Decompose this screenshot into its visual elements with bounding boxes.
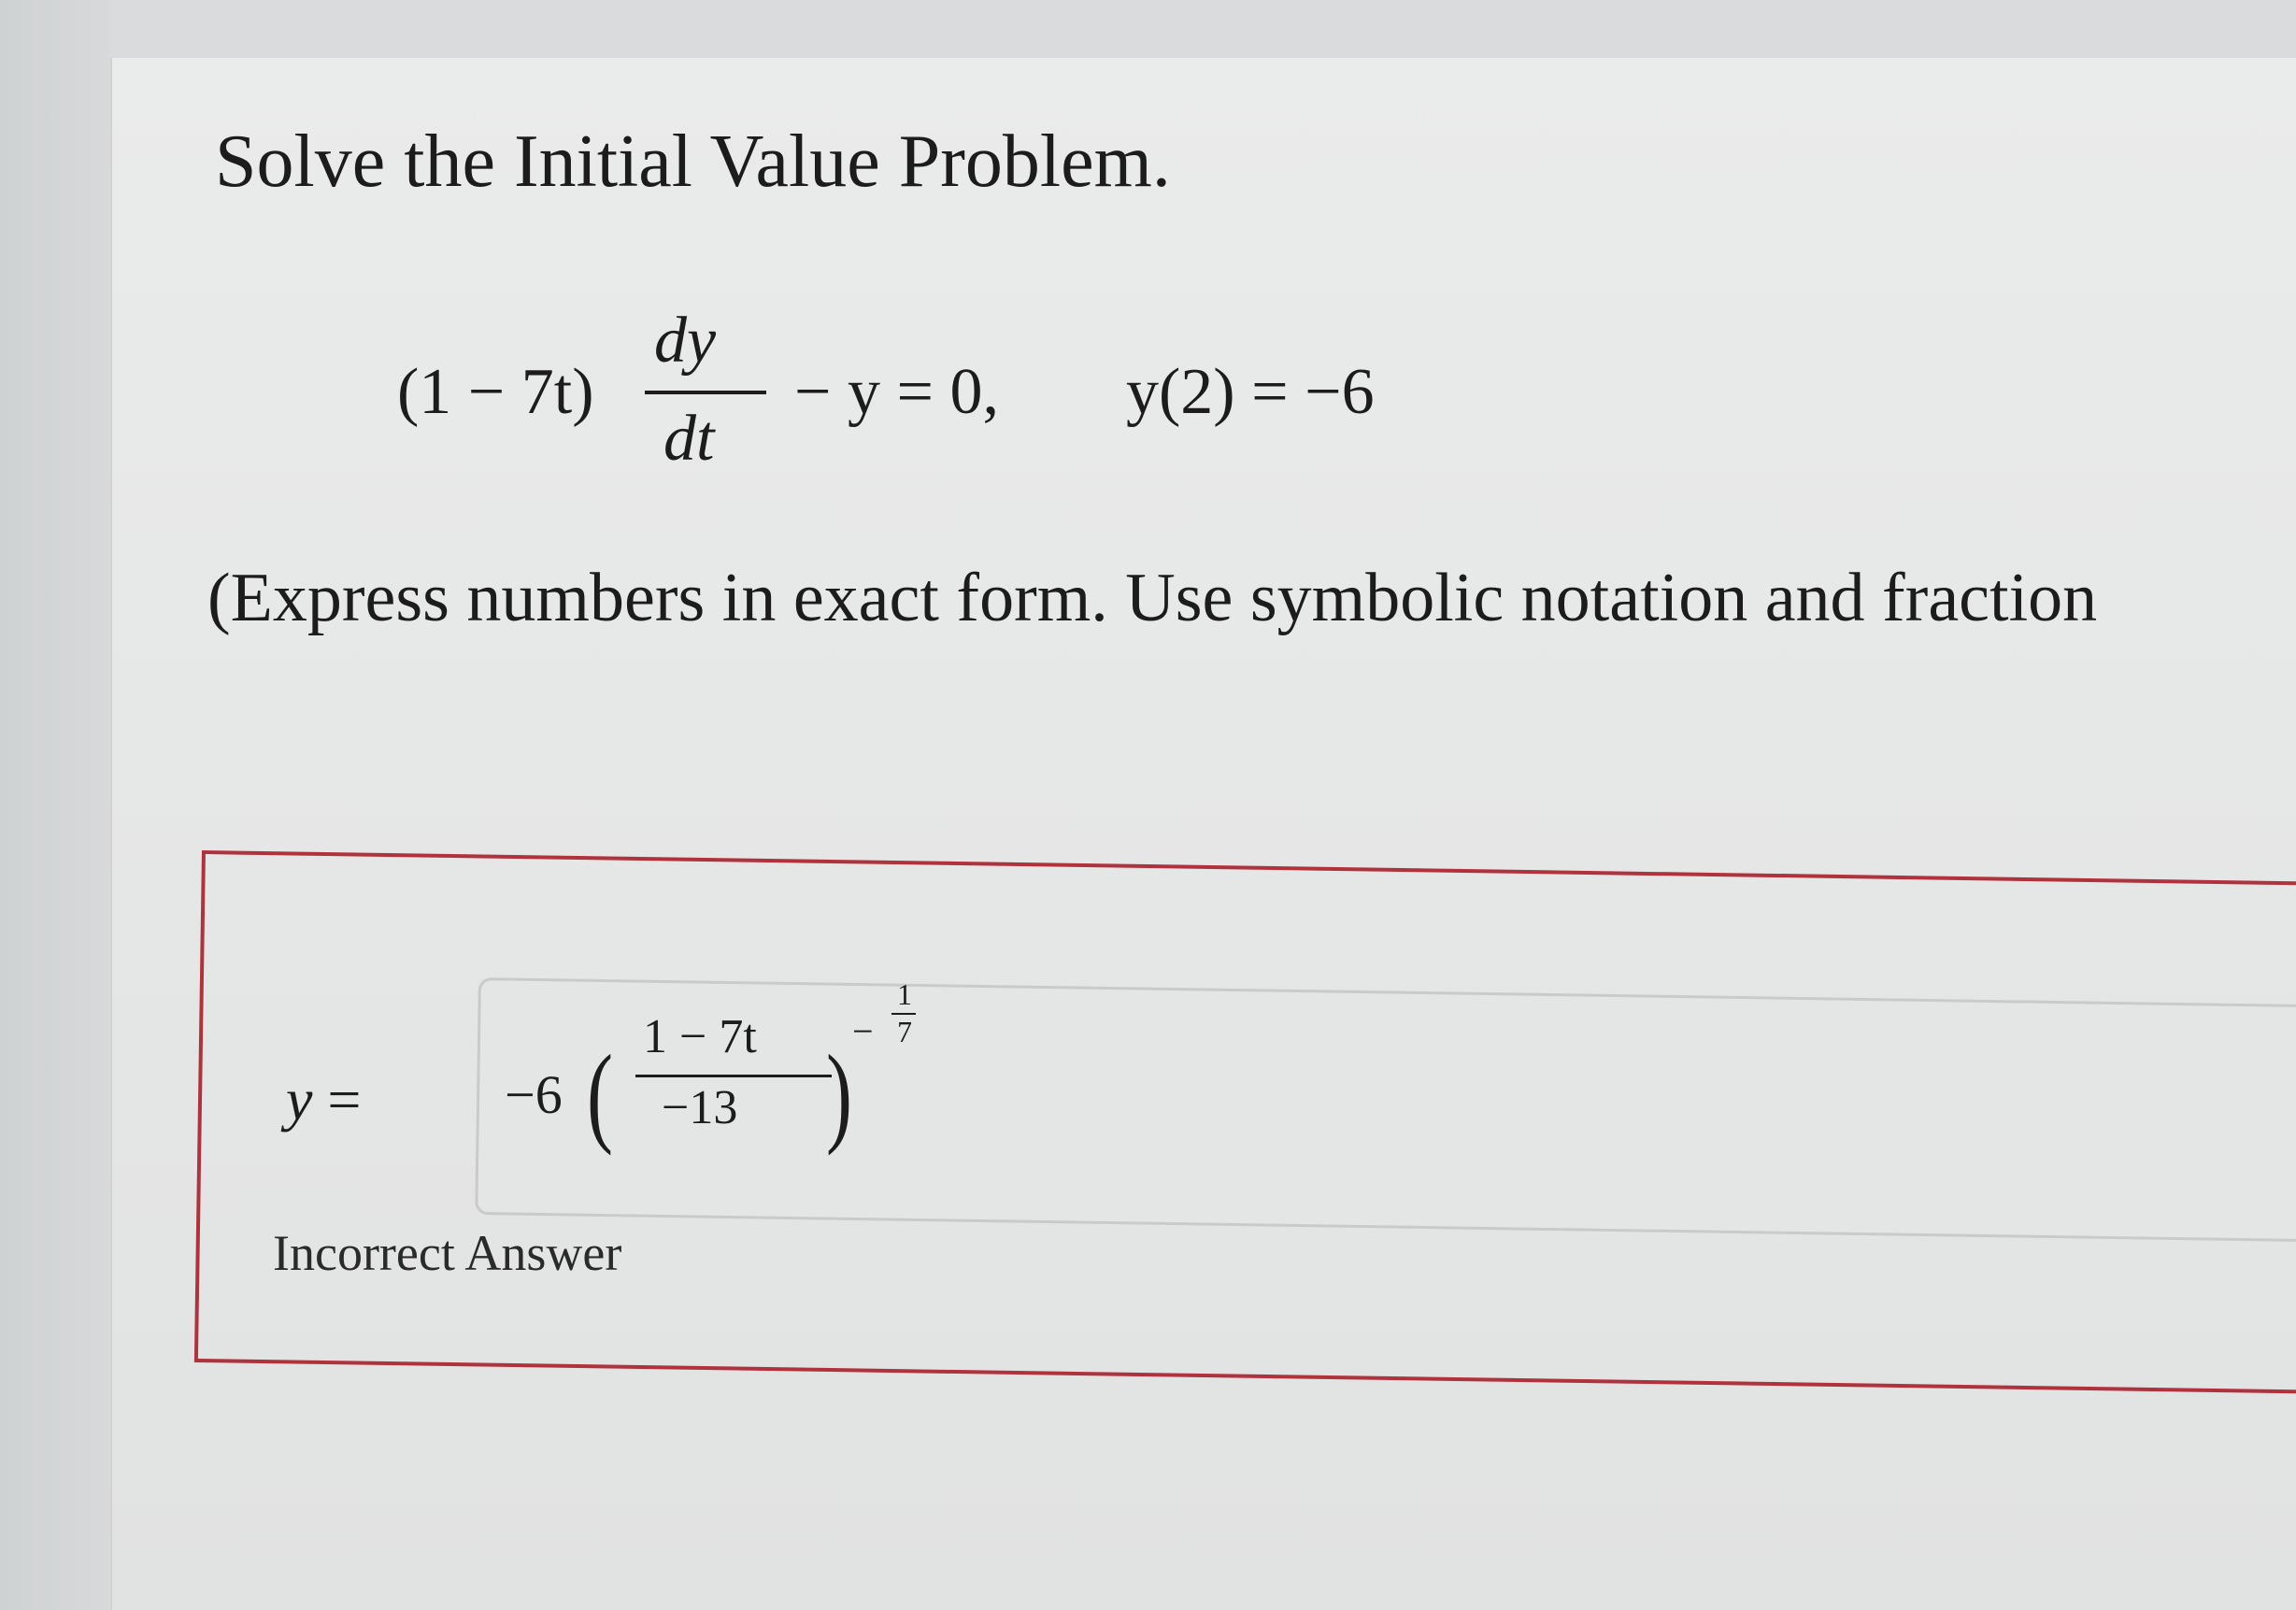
equation-rhs: − y = 0,	[794, 356, 999, 428]
answer-label	[286, 1065, 362, 1134]
answer-coefficient: −6	[505, 1064, 563, 1125]
instructions-text: (Express numbers in exact form. Use symbolic notation and fraction	[207, 560, 2098, 636]
answer-paren-right: )	[825, 1032, 852, 1156]
question-title: Solve the Initial Value Problem.	[215, 121, 1171, 203]
answer-variable: y	[286, 1066, 313, 1133]
equation-lhs-prefix: (1 − 7t)	[397, 356, 594, 428]
answer-exponent-sign: −	[852, 1010, 874, 1052]
initial-condition: y(2) = −6	[1126, 356, 1375, 428]
answer-fraction-bar	[635, 1075, 832, 1077]
answer-paren-left: (	[586, 1032, 613, 1156]
derivative-numerator: dy	[654, 305, 717, 377]
answer-exponent-numerator: 1	[897, 977, 912, 1011]
derivative-fraction	[645, 299, 776, 486]
answer-denominator: −13	[662, 1081, 738, 1134]
page-edge	[0, 0, 110, 1610]
answer-exponent-denominator: 7	[897, 1015, 912, 1048]
feedback-message: Incorrect Answer	[273, 1225, 622, 1281]
fraction-bar	[645, 391, 766, 394]
derivative-denominator: dt	[663, 403, 715, 475]
answer-numerator: 1 − 7t	[643, 1010, 757, 1063]
entered-answer[interactable]	[505, 977, 972, 1196]
answer-equals: =	[327, 1066, 362, 1133]
